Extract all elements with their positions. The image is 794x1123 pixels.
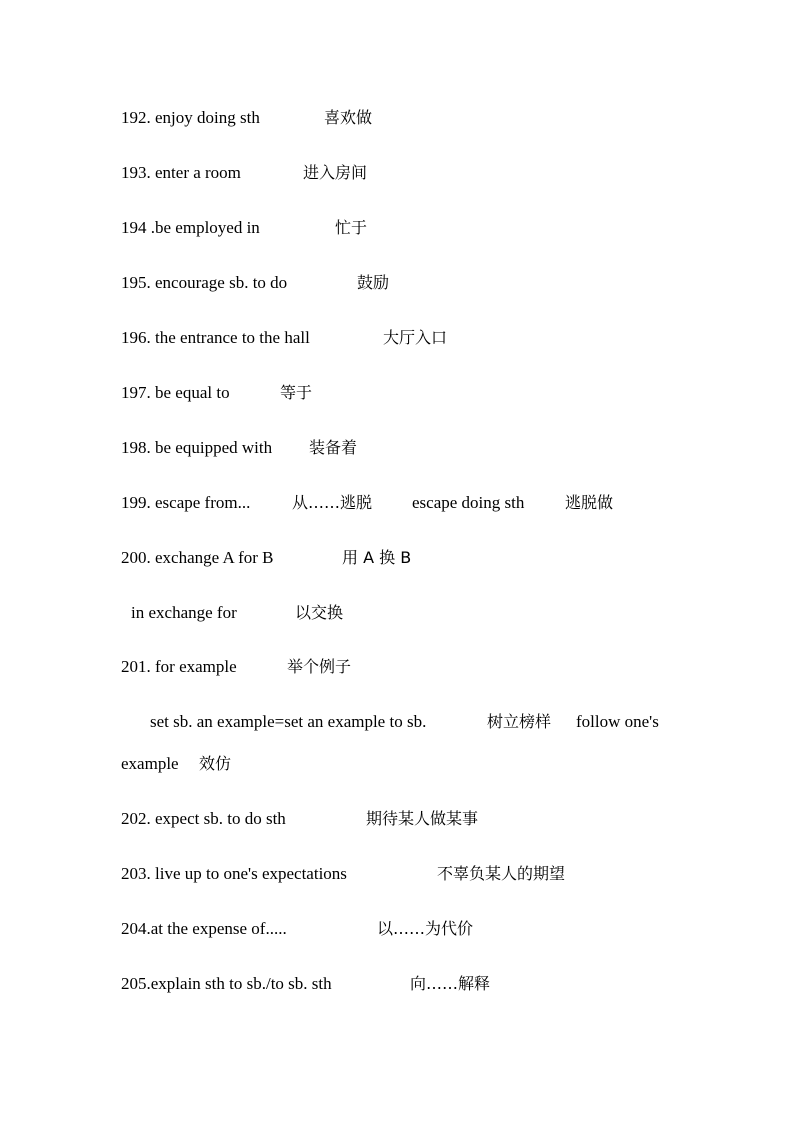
entry-english: 195. encourage sb. to do: [121, 273, 288, 292]
entry-chinese: 鼓励: [357, 273, 390, 292]
entry-english: 197. be equal to: [121, 383, 230, 402]
entry-english: 202. expect sb. to do sth: [121, 809, 286, 828]
entry-english: set sb. an example=set an example to sb.: [150, 712, 427, 731]
entry-chinese: 用 A 换 B: [342, 548, 412, 567]
entry-english-cont: example: [121, 754, 179, 773]
entry-chinese: 从……逃脱: [292, 493, 373, 512]
entry-chinese: 大厅入口: [383, 328, 448, 347]
entry-english: 198. be equipped with: [121, 438, 273, 457]
entry-chinese-cont: 效仿: [199, 754, 232, 773]
entry-chinese: 期待某人做某事: [366, 809, 479, 828]
entry-english: 201. for example: [121, 657, 237, 676]
entry-chinese: 树立榜样: [487, 712, 552, 731]
entry-chinese: 等于: [280, 383, 313, 402]
entry-english: 204.at the expense of.....: [121, 919, 287, 938]
entry-english-2: escape doing sth: [412, 493, 525, 512]
entry-chinese: 向……解释: [410, 974, 491, 993]
entry-english: 193. enter a room: [121, 163, 241, 182]
entry-chinese: 以交换: [295, 603, 344, 622]
entry-english: in exchange for: [131, 603, 237, 622]
entry-chinese: 忙于: [335, 218, 368, 237]
entry-english: 203. live up to one's expectations: [121, 864, 347, 883]
entry-chinese: 喜欢做: [324, 108, 373, 127]
entry-english: 192. enjoy doing sth: [121, 108, 260, 127]
entry-english: 194 .be employed in: [121, 218, 260, 237]
entry-english: 196. the entrance to the hall: [121, 328, 310, 347]
entry-english: 200. exchange A for B: [121, 548, 274, 567]
entry-chinese: 进入房间: [303, 163, 368, 182]
entry-chinese: 以……为代价: [377, 919, 474, 938]
entry-chinese: 不辜负某人的期望: [437, 864, 566, 883]
entry-chinese: 装备着: [309, 438, 358, 457]
entry-english: 205.explain sth to sb./to sb. sth: [121, 974, 332, 993]
entry-english-2: follow one's: [576, 712, 659, 731]
entry-chinese-2: 逃脱做: [565, 493, 614, 512]
entry-english: 199. escape from...: [121, 493, 251, 512]
entry-chinese: 举个例子: [287, 657, 352, 676]
